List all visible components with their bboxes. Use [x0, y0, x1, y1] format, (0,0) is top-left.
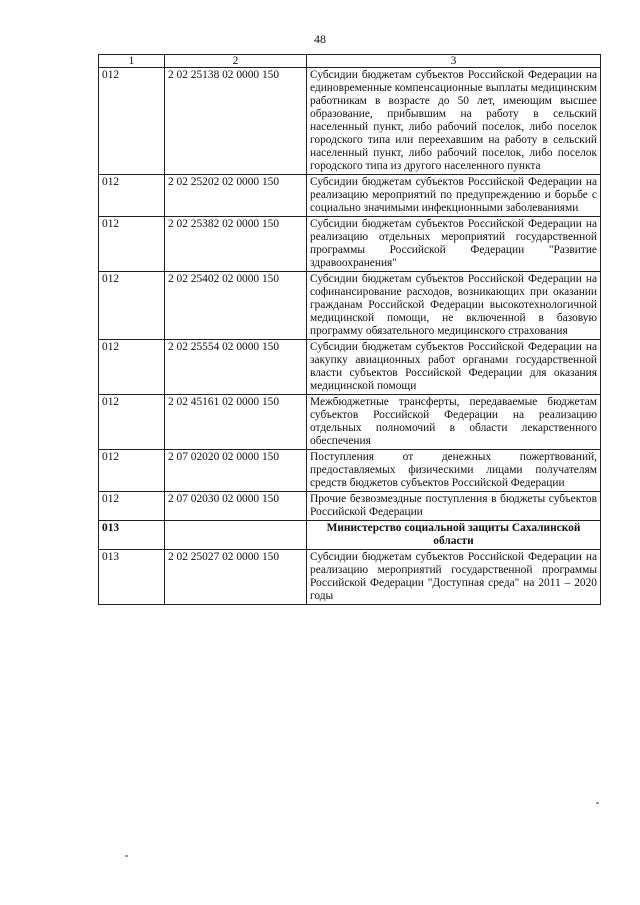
table-header-row — [99, 55, 601, 68]
admin-code-cell: 012 — [99, 68, 165, 175]
table-row — [99, 492, 601, 521]
admin-code-cell: 012 — [99, 395, 165, 450]
admin-code-cell: 012 — [99, 492, 165, 521]
revenue-code-cell: 2 02 45161 02 0000 150 — [165, 395, 307, 450]
revenue-code-cell: 2 02 25202 02 0000 150 — [165, 175, 307, 217]
table-row — [99, 450, 601, 492]
column-header: 1 — [99, 55, 165, 68]
table-row — [99, 272, 601, 340]
scan-speck — [125, 855, 128, 857]
admin-code-cell: 012 — [99, 217, 165, 272]
description-cell: Поступления от денежных пожертвований, предоставляемых физическими лицами получателям средств бюджетов субъектов Российской Федерации — [307, 450, 601, 492]
revenue-code-cell: 2 02 25138 02 0000 150 — [165, 68, 307, 175]
admin-code-cell: 013 — [99, 550, 165, 605]
description-cell: Субсидии бюджетам субъектов Российской Федерации на реализацию мероприятий по предупреждению и борьбе с социально значимыми инфекционными заболеваниями — [307, 175, 601, 217]
table-row — [99, 340, 601, 395]
revenue-code-cell: 2 02 25382 02 0000 150 — [165, 217, 307, 272]
admin-code-cell: 012 — [99, 450, 165, 492]
description-cell: Субсидии бюджетам субъектов Российской Федерации на реализацию мероприятий государственной программы Российской Федерации "Доступная среда" на 2011 – 2020 годы — [307, 550, 601, 605]
revenue-code-cell — [165, 521, 307, 550]
column-header: 3 — [307, 55, 601, 68]
admin-code-cell: 012 — [99, 175, 165, 217]
description-cell: Субсидии бюджетам субъектов Российской Федерации на единовременные компенсационные выплаты медицинским работникам в возрасте до 50 лет, имеющим высшее образование, прибывшим на работу в сельский населенный пункт, либо рабочий поселок, либо поселок городского типа или переехавшим на работу в сельский населенный пункт, либо рабочий поселок, либо поселок городского типа из другого населенного пункта — [307, 68, 601, 175]
budget-codes-table — [98, 54, 601, 605]
description-cell: Субсидии бюджетам субъектов Российской Федерации на закупку авиационных работ органами государственной власти субъектов Российской Федерации для оказания медицинской помощи — [307, 340, 601, 395]
scan-speck — [596, 802, 599, 804]
revenue-code-cell: 2 02 25402 02 0000 150 — [165, 272, 307, 340]
table-row — [99, 175, 601, 217]
revenue-code-cell: 2 07 02020 02 0000 150 — [165, 450, 307, 492]
ministry-title-cell: Министерство социальной защиты Сахалинской области — [307, 521, 601, 550]
revenue-code-cell: 2 02 25027 02 0000 150 — [165, 550, 307, 605]
table-row — [99, 68, 601, 175]
page-number: 48 — [314, 32, 326, 46]
description-cell: Межбюджетные трансферты, передаваемые бюджетам субъектов Российской Федерации на реализацию отдельных полномочий в области лекарственного обеспечения — [307, 395, 601, 450]
revenue-code-cell: 2 07 02030 02 0000 150 — [165, 492, 307, 521]
table-row — [99, 217, 601, 272]
table-row — [99, 550, 601, 605]
description-cell: Прочие безвозмездные поступления в бюджеты субъектов Российской Федерации — [307, 492, 601, 521]
description-cell: Субсидии бюджетам субъектов Российской Федерации на реализацию отдельных мероприятий государственной программы Российской Федерации "Развитие здравоохранения" — [307, 217, 601, 272]
admin-code-cell: 013 — [99, 521, 165, 550]
column-header: 2 — [165, 55, 307, 68]
admin-code-cell: 012 — [99, 272, 165, 340]
admin-code-cell: 012 — [99, 340, 165, 395]
revenue-code-cell: 2 02 25554 02 0000 150 — [165, 340, 307, 395]
description-cell: Субсидии бюджетам субъектов Российской Федерации на софинансирование расходов, возникающих при оказании гражданам Российской Федерации высокотехнологичной медицинской помощи, не включенной в базовую программу обязательного медицинского страхования — [307, 272, 601, 340]
section-header-row — [99, 521, 601, 550]
table-row — [99, 395, 601, 450]
